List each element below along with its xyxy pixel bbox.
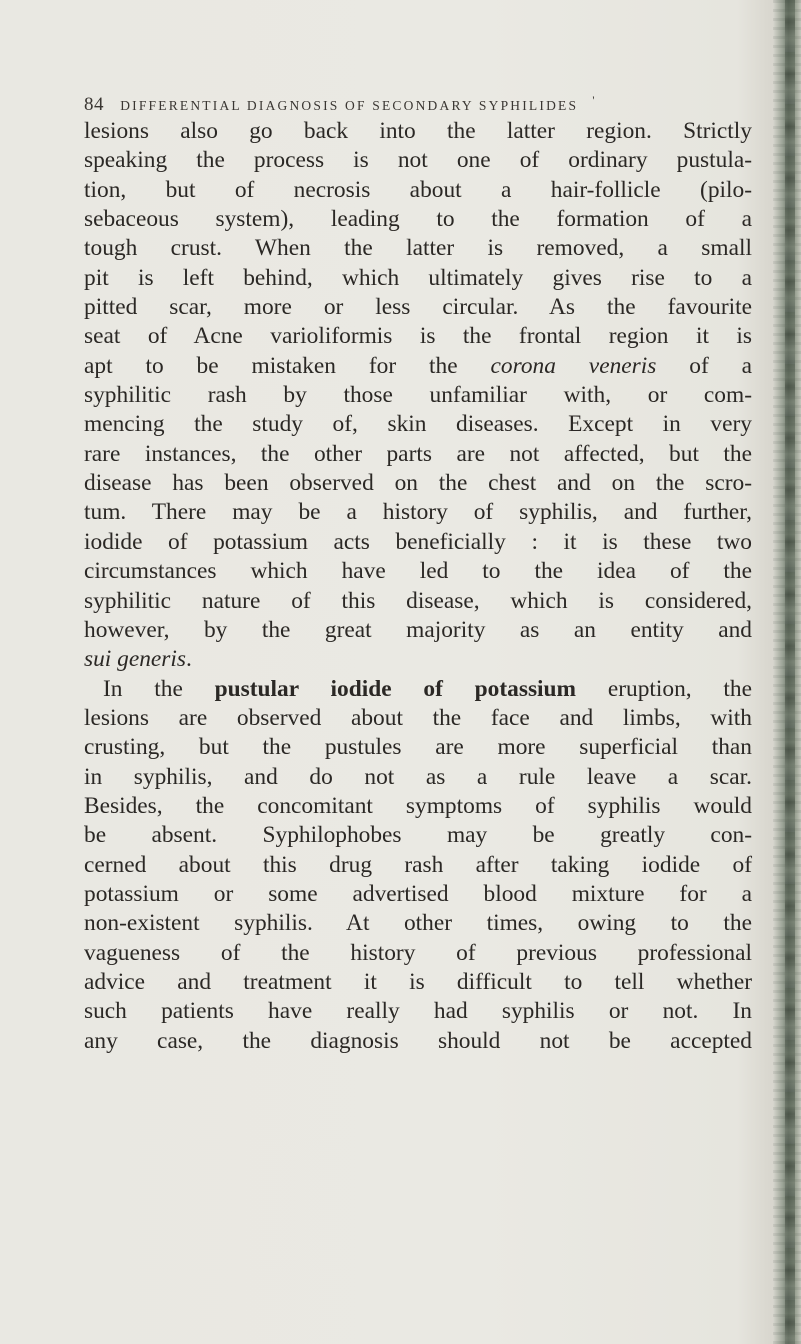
text-line: vagueness of the history of previous professional	[84, 939, 752, 966]
text-line: tion, but of necrosis about a hair-follicle (pilo-	[84, 176, 752, 203]
italic-phrase: corona veneris	[490, 352, 657, 379]
text-line-paragraph-end: sui generis.	[84, 646, 192, 673]
text-line: speaking the process is not one of ordinary pustula-	[84, 147, 752, 174]
bold-phrase: pustular iodide of potassium	[214, 675, 577, 702]
text-line: be absent. Syphilophobes may be greatly con-	[84, 822, 752, 849]
text-line: potassium or some advertised blood mixture for a	[84, 880, 752, 907]
text-line: non-existent syphilis. At other times, owing to the	[84, 910, 752, 937]
text-line: syphilitic rash by those unfamiliar with, or com-	[84, 382, 752, 409]
page-number: 84	[84, 94, 104, 115]
text-line: such patients have really had syphilis or not. In	[84, 998, 752, 1025]
running-head	[84, 94, 724, 114]
text-line: cerned about this drug rash after taking iodide of	[84, 851, 752, 878]
text-line: lesions are observed about the face and limbs, with	[84, 704, 752, 731]
text-line: tough crust. When the latter is removed, a small	[84, 235, 752, 262]
page-edge-shadow	[785, 0, 795, 1344]
running-title: DIFFERENTIAL DIAGNOSIS OF SECONDARY SYPHILIDES	[120, 98, 579, 113]
body-text	[84, 117, 752, 1056]
text-line: seat of Acne varioliformis is the frontal region it is	[84, 323, 752, 350]
text-line: sebaceous system), leading to the formation of a	[84, 206, 752, 233]
text-line: lesions also go back into the latter region. Strictly	[84, 118, 752, 144]
text-line: tum. There may be a history of syphilis, and further,	[84, 499, 752, 526]
text-line: mencing the study of, skin diseases. Except in very	[84, 411, 752, 438]
text-line: crusting, but the pustules are more superficial than	[84, 734, 752, 761]
text-line: any case, the diagnosis should not be accepted	[84, 1027, 752, 1054]
text-line: pitted scar, more or less circular. As the favourite	[84, 294, 752, 321]
text-line: in syphilis, and do not as a rule leave a scar.	[84, 763, 752, 790]
text-line: apt to be mistaken for the corona veneris of a	[84, 352, 753, 379]
text-line: syphilitic nature of this disease, which is considered,	[84, 587, 752, 614]
text-line: rare instances, the other parts are not affected, but the	[84, 440, 752, 467]
text-line: circumstances which have led to the idea of the	[84, 558, 752, 585]
text-line: Besides, the concomitant symptoms of syphilis would	[84, 792, 752, 819]
italic-phrase: sui generis	[84, 646, 187, 673]
text-line: pit is left behind, which ultimately gives rise to a	[84, 264, 752, 291]
text-line: disease has been observed on the chest and on the scro-	[84, 470, 752, 497]
running-head-mark: '	[592, 93, 597, 107]
text-line-paragraph-start: In the pustular iodide of potassium eruption, the	[103, 675, 752, 702]
text-line: iodide of potassium acts beneficially : it is these two	[84, 528, 752, 555]
text-line: advice and treatment it is difficult to tell whether	[84, 968, 752, 995]
text-line: however, by the great majority as an entity and	[84, 616, 752, 643]
